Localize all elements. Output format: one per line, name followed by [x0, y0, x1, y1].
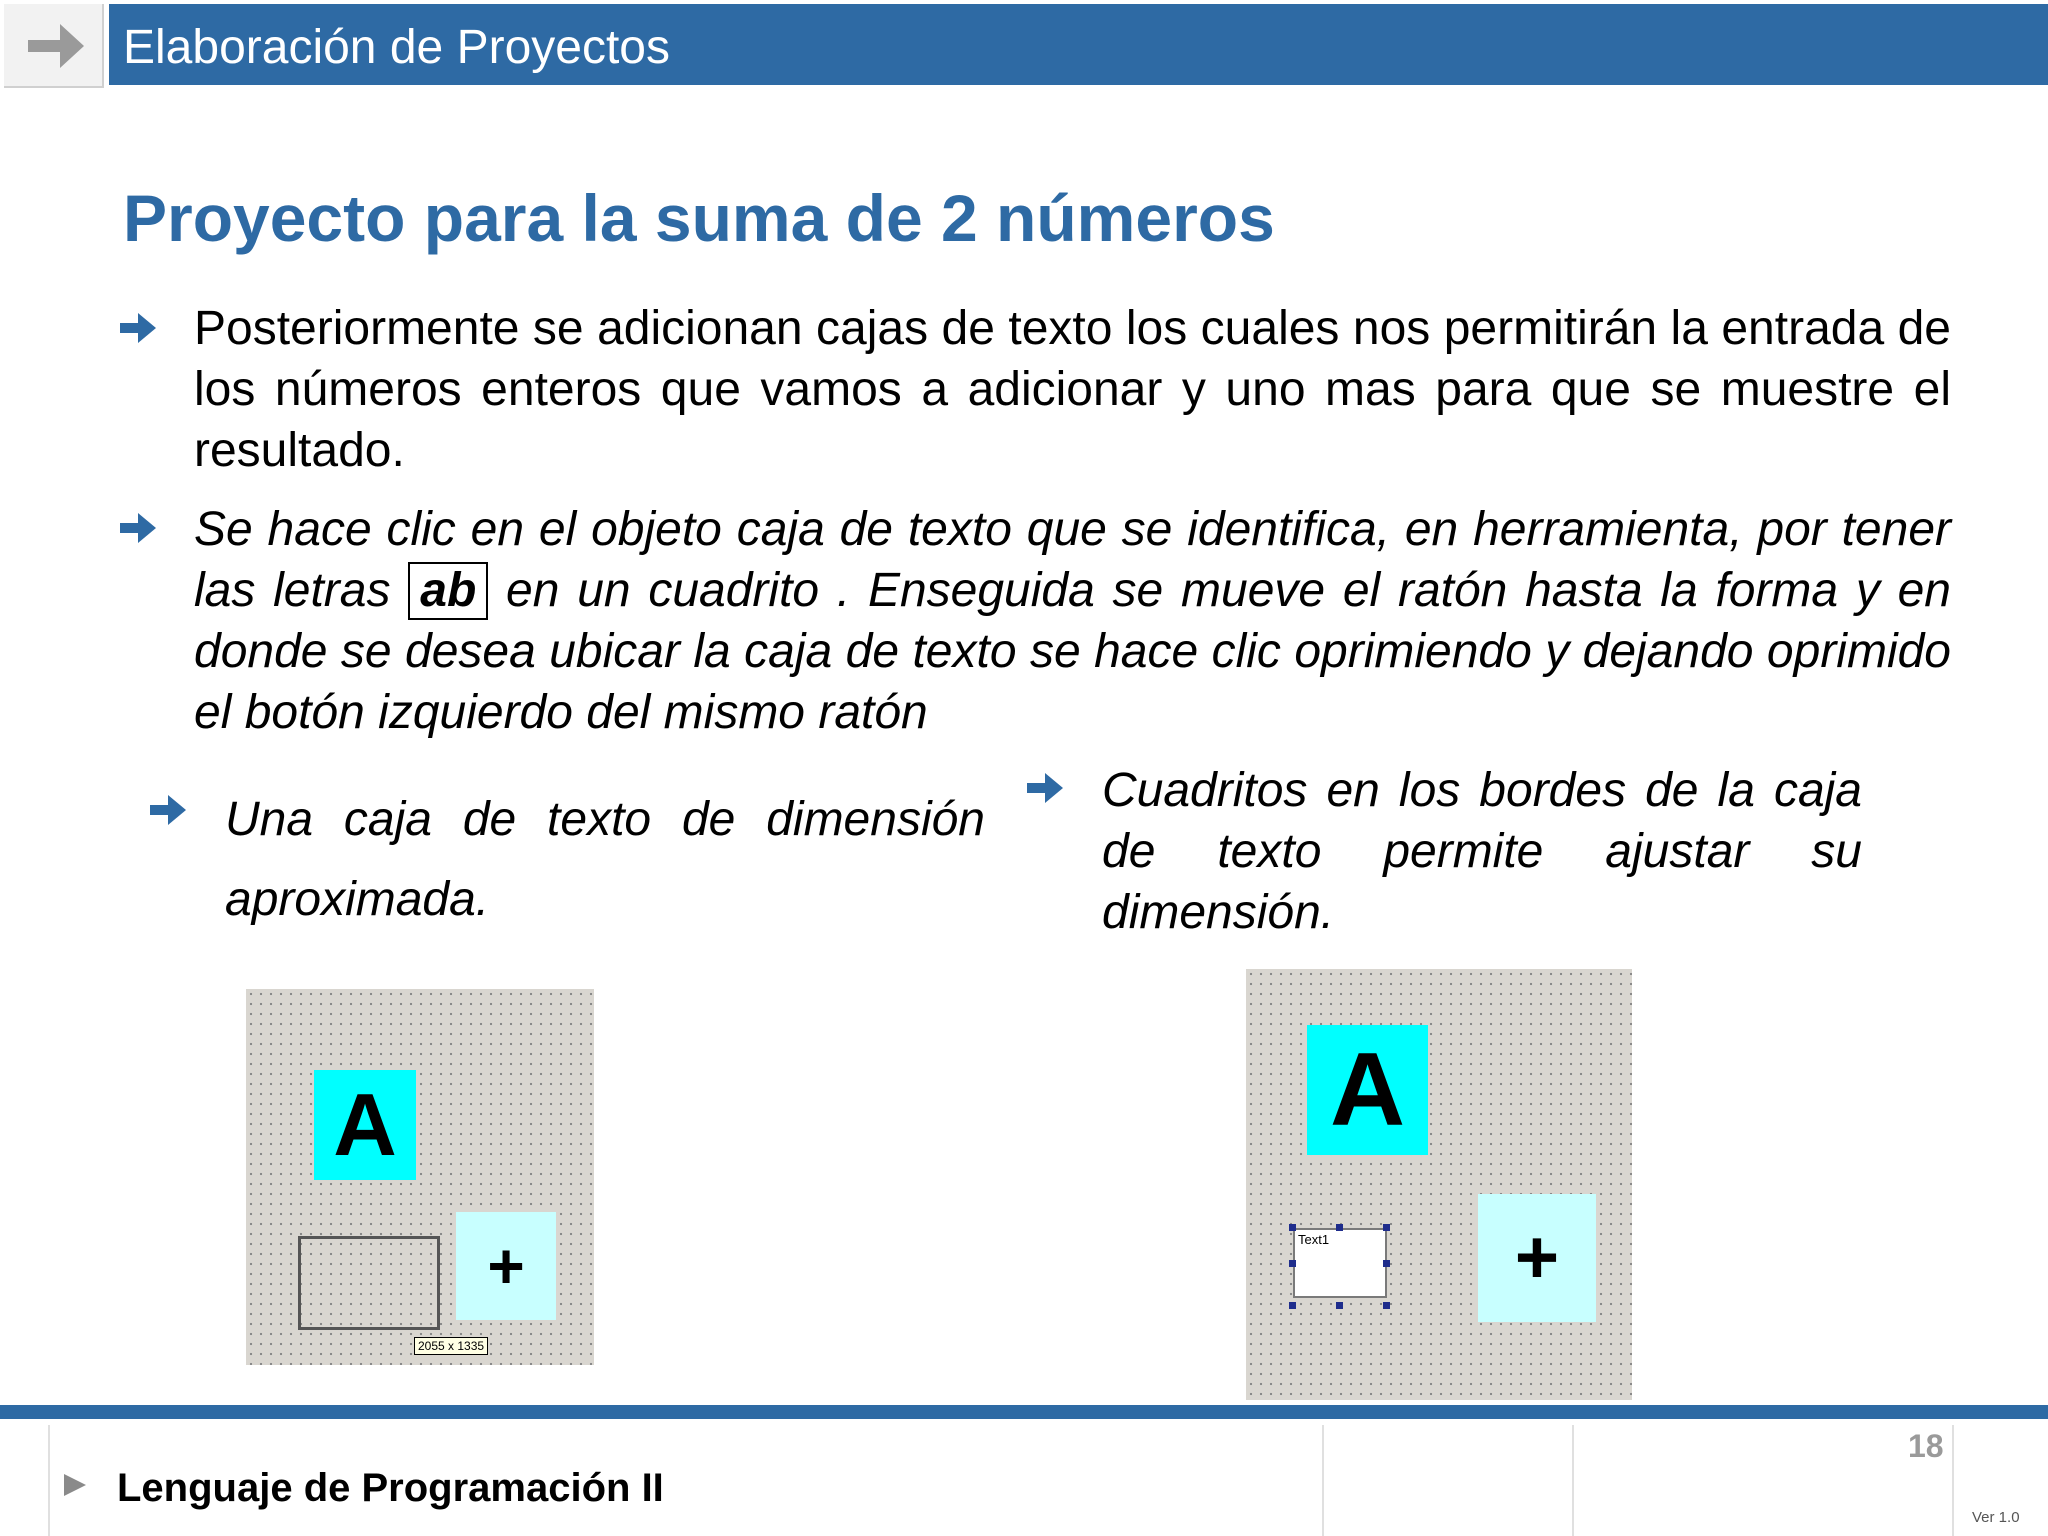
footer-divider — [1952, 1425, 1954, 1536]
version-label: Ver 1.0 — [1972, 1509, 2020, 1526]
form-designer-screenshot-right — [1246, 969, 1632, 1400]
bullet-arrow-icon — [116, 308, 158, 348]
header-bar — [109, 4, 2048, 85]
textbox-drawing-outline — [298, 1236, 440, 1330]
resize-handle — [1289, 1302, 1296, 1309]
footer-divider — [1572, 1425, 1574, 1536]
resize-handle — [1336, 1302, 1343, 1309]
resize-handle — [1289, 1260, 1296, 1267]
resize-handle — [1289, 1224, 1296, 1231]
bullet-arrow-icon — [146, 790, 188, 830]
footer-title: Lenguaje de Programación II — [117, 1466, 664, 1510]
resize-handle — [1383, 1224, 1390, 1231]
sub-bullet-left-text: Una caja de texto de dimensión aproximada. — [225, 793, 985, 926]
page-title: Proyecto para la suma de 2 números — [123, 181, 1275, 255]
back-arrow-box — [4, 4, 104, 88]
bullet-text-2-part1: Se hace clic en el objeto caja de texto que se identifica, en herramienta, por tener las letras — [194, 503, 1951, 617]
size-tooltip: 2055 x 1335 — [414, 1337, 488, 1355]
label-control: A — [314, 1070, 416, 1180]
textbox-control: Text1 — [1293, 1228, 1387, 1298]
command-button-plus: + — [1478, 1194, 1596, 1322]
bullet-text-2-part2: en un cuadrito . Enseguida se mueve el ratón hasta la forma y en donde se desea ubicar la caja de texto se hace clic oprimiendo y dejando oprimido el botón izquierdo del mismo ratón — [194, 564, 1952, 739]
bullet-arrow-icon — [116, 508, 158, 548]
header-title: Elaboración de Proyectos — [123, 21, 670, 74]
sub-bullet-right-text: Cuadritos en los bordes de la caja de texto permite ajustar su dimensión. — [1102, 764, 1862, 939]
footer-divider — [48, 1425, 50, 1536]
bullet-text-1: Posteriormente se adicionan cajas de texto los cuales nos permitirán la entrada de los números enteros que vamos a adicionar y uno mas para que se muestre el resultado. — [194, 302, 1951, 477]
arrow-right-icon — [24, 18, 86, 74]
resize-handle — [1383, 1260, 1390, 1267]
ab-textbox-tool-glyph: ab — [408, 562, 488, 620]
command-button-plus: + — [456, 1212, 556, 1320]
footer-divider — [1322, 1425, 1324, 1536]
bullet-text-2 — [194, 499, 1951, 743]
resize-handle — [1336, 1224, 1343, 1231]
footer-bar — [0, 1405, 2048, 1419]
play-triangle-icon — [64, 1474, 86, 1496]
label-control: A — [1307, 1025, 1428, 1155]
form-designer-screenshot-left — [246, 989, 594, 1365]
resize-handle — [1383, 1302, 1390, 1309]
page-number: 18 — [1908, 1428, 1944, 1464]
bullet-arrow-icon — [1023, 768, 1065, 808]
